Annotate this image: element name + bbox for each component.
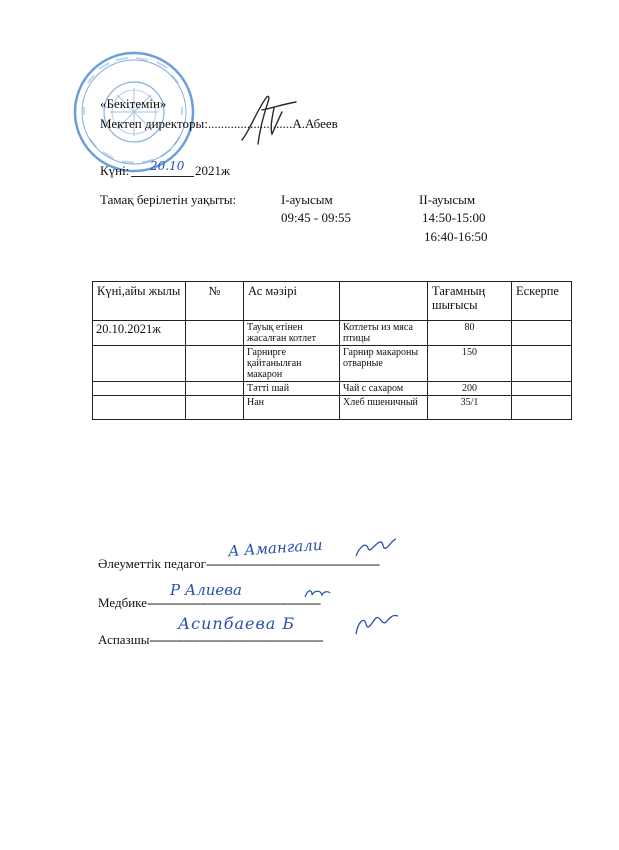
cell-yield: 35/1	[428, 396, 512, 420]
menu-table	[92, 281, 572, 420]
cell-date	[93, 382, 186, 396]
date-underline	[131, 176, 194, 177]
aspazshy-signature: Асипбаева Б	[178, 614, 296, 633]
date-label: Күні:	[100, 163, 130, 178]
director-label: Мектеп директоры:	[100, 116, 208, 131]
official-stamp	[72, 50, 196, 174]
header-note: Ескерпе	[512, 282, 572, 321]
cell-yield: 200	[428, 382, 512, 396]
header-date: Күні,айы жылы	[93, 282, 186, 321]
cell-date: 20.10.2021ж	[93, 321, 186, 346]
table-row	[93, 396, 572, 420]
aspazshy-dashes: ----------------------------------------------------	[149, 632, 323, 647]
shift2-time1: 14:50-15:00	[422, 210, 486, 225]
schedule-label: Тамақ берілетін уақыты:	[100, 192, 237, 207]
cell-number	[186, 396, 244, 420]
cell-number	[186, 382, 244, 396]
medbike-signature-mark	[302, 585, 332, 601]
header-yield: Тағамның шығысы	[428, 282, 512, 321]
approve-label: «Бекітемін»	[100, 96, 167, 111]
director-signature	[238, 90, 300, 148]
aspazshy-signature-mark	[352, 612, 400, 640]
cell-yield: 80	[428, 321, 512, 346]
table-row	[93, 382, 572, 396]
aspazshy-label: Аспазшы	[98, 632, 150, 647]
cell-note	[512, 396, 572, 420]
cell-dish-ru: Котлеты из мяса птицы	[340, 321, 428, 346]
cell-note	[512, 382, 572, 396]
pedagog-signature-mark	[352, 536, 400, 562]
director-name: А.Абеев	[292, 116, 338, 131]
table-header-row	[93, 282, 572, 321]
pedagog-label: Әлеуметтік педагог	[98, 556, 206, 571]
table-row	[93, 346, 572, 382]
cell-dish-kz: Гарнирге қайтанылған макарон	[244, 346, 340, 382]
medbike-signature: Р Алиева	[170, 581, 242, 599]
medbike-dashes: ----------------------------------------------------	[146, 595, 321, 610]
shift1-time: 09:45 - 09:55	[281, 210, 352, 225]
shift1-label: І-ауысым	[281, 192, 333, 207]
cell-dish-kz: Тауық етінен жасалған котлет	[244, 321, 340, 346]
cell-dish-ru: Хлеб пшеничный	[340, 396, 428, 420]
table-row	[93, 321, 572, 346]
cell-number	[186, 346, 244, 382]
header-number: №	[186, 282, 244, 321]
cell-note	[512, 346, 572, 382]
cell-dish-kz: Нан	[244, 396, 340, 420]
aspazshy-line	[98, 632, 323, 648]
cell-note	[512, 321, 572, 346]
cell-dish-kz: Тәтті шай	[244, 382, 340, 396]
pedagog-dashes: ----------------------------------------------------	[205, 556, 380, 571]
director-dots: ..........................	[207, 116, 293, 131]
header-menu: Ас мәзірі	[244, 282, 340, 321]
cell-yield: 150	[428, 346, 512, 382]
pedagog-signature: А Амангали	[227, 535, 323, 561]
shift2-time2: 16:40-16:50	[424, 229, 488, 244]
shift2-label: ІІ-ауысым	[419, 192, 476, 207]
cell-date	[93, 346, 186, 382]
cell-dish-ru: Гарнир макароны отварные	[340, 346, 428, 382]
date-handwritten: 20.10	[150, 159, 185, 173]
date-year: 2021ж	[195, 163, 230, 178]
header-menu-ru	[340, 282, 428, 321]
medbike-label: Медбике	[98, 595, 147, 610]
director-line	[100, 116, 338, 132]
cell-number	[186, 321, 244, 346]
cell-dish-ru: Чай с сахаром	[340, 382, 428, 396]
cell-date	[93, 396, 186, 420]
